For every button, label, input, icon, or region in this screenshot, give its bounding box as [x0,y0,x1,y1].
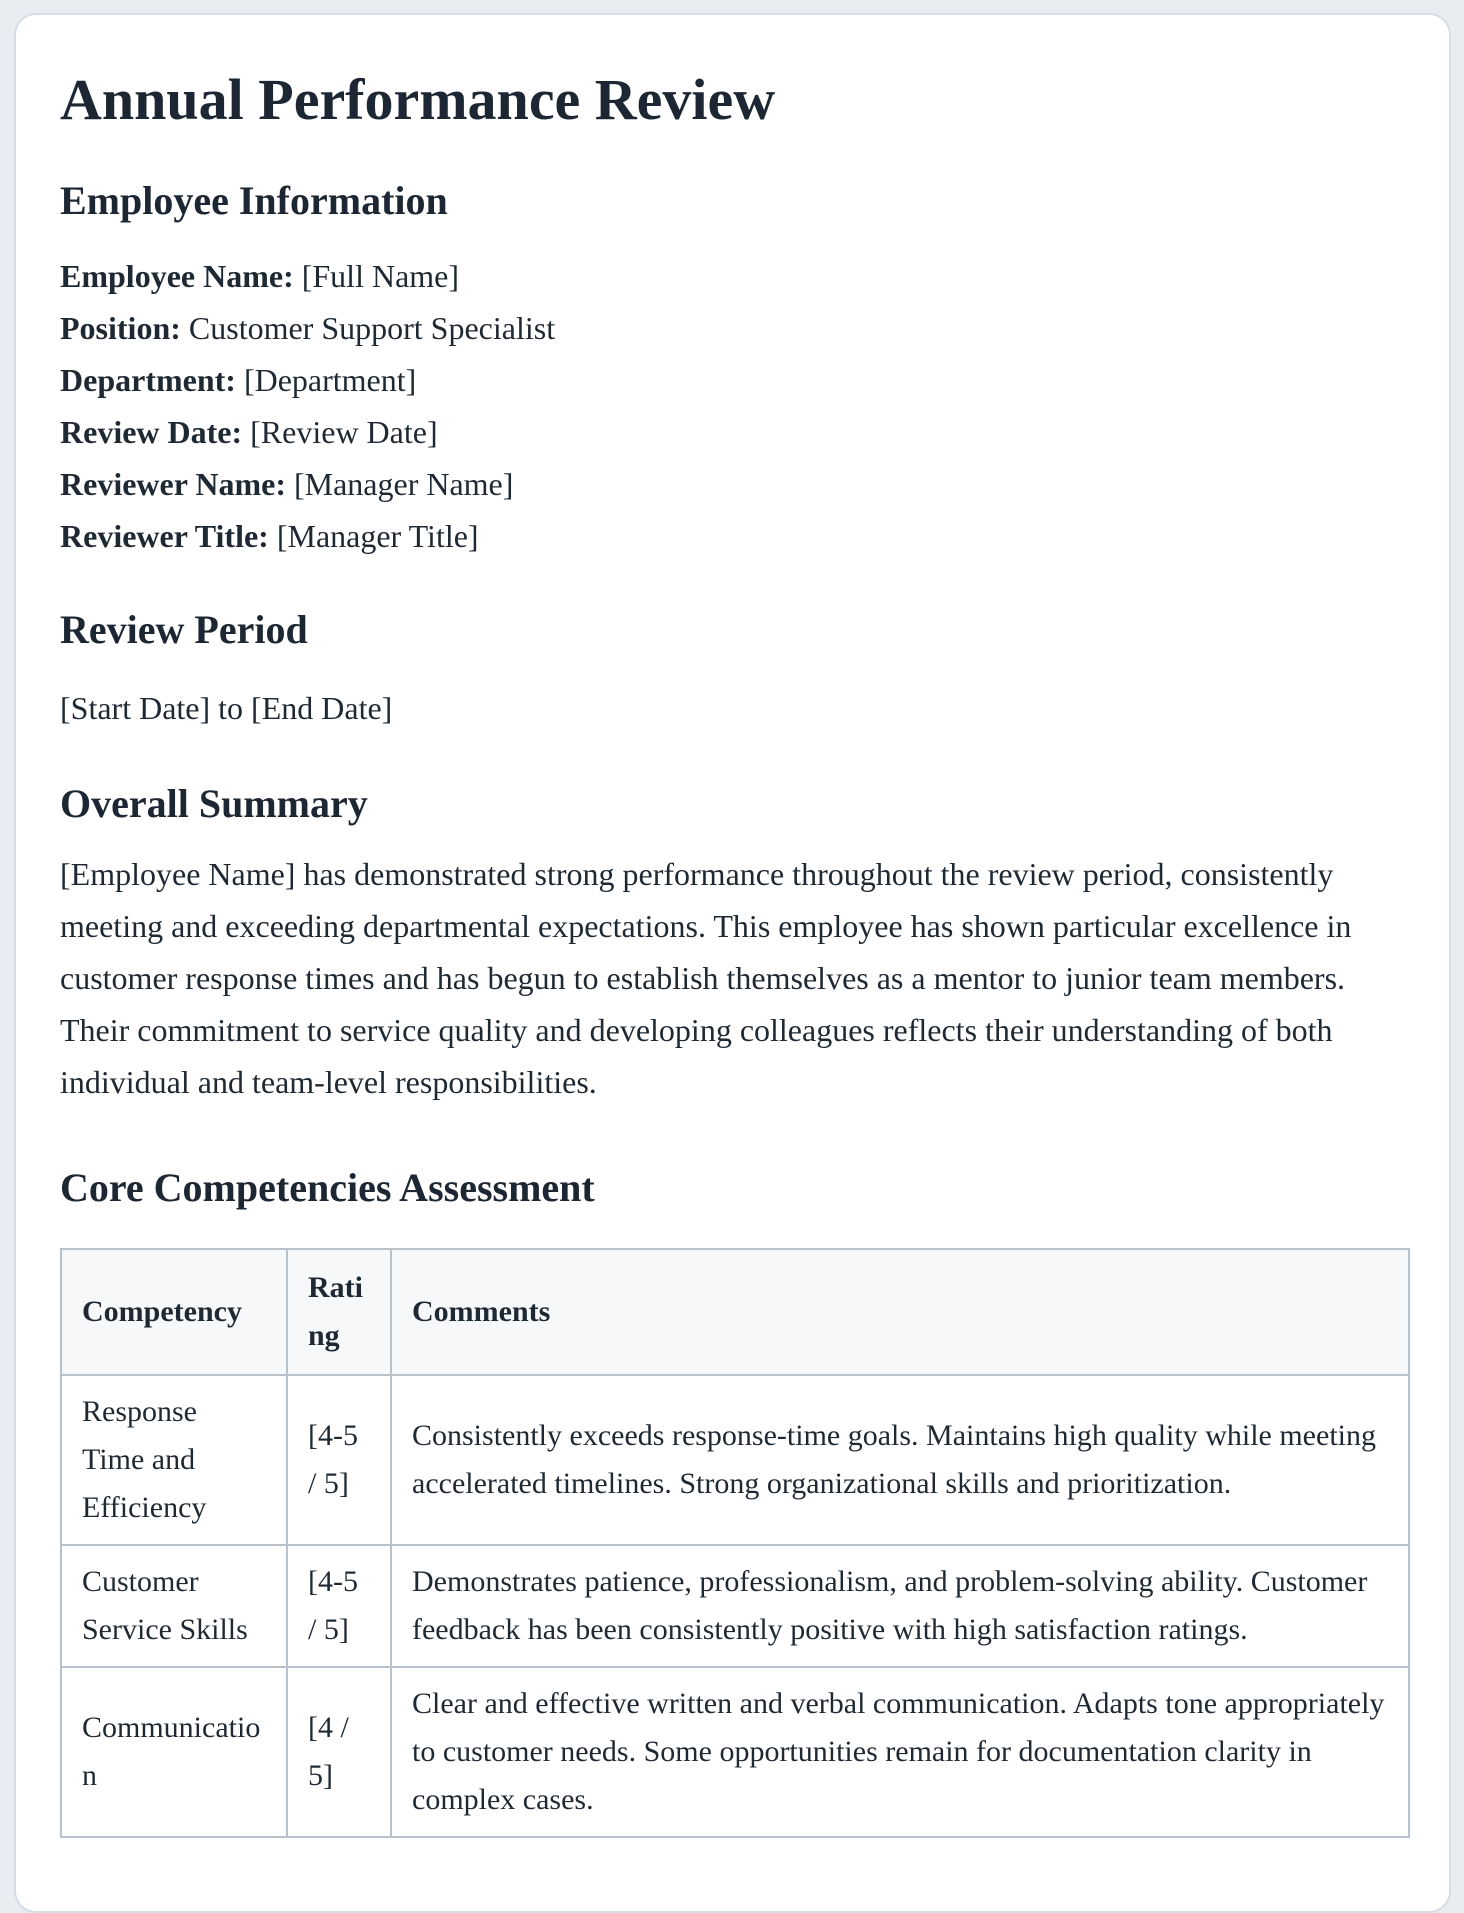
comments-cell: Consistently exceeds response-time goals. Maintains high quality while meeting accelerated timelines. Strong organizational skills and prioritization. [391,1375,1409,1545]
table-row [61,1545,1409,1667]
field-value: [Department] [243,361,417,398]
field-label: Employee Name: [60,257,294,294]
field-value: Customer Support Specialist [188,309,556,346]
page-title: Annual Performance Review [60,67,776,132]
field-value: [Review Date] [250,413,438,450]
field-label: Review Date: [60,413,243,450]
competency-cell: Customer Service Skills [61,1545,287,1667]
table-row [61,1667,1409,1837]
field-label: Reviewer Name: [60,465,286,502]
field-value: [Manager Name] [293,465,514,502]
position-row [60,302,1410,354]
field-label: Reviewer Title: [60,517,269,554]
rating-cell: [4-5 / 5] [287,1375,391,1545]
review-period-text: [Start Date] to [End Date] [60,689,393,726]
employee-name-row [60,250,1410,302]
comments-cell: Demonstrates patience, professionalism, and problem-solving ability. Customer feedback has been consistently positive with high satisfaction ratings. [391,1545,1409,1667]
column-header-rating: Rating [287,1249,391,1375]
review-date-row [60,406,1410,458]
field-value: [Full Name] [301,257,460,294]
field-label: Department: [60,361,236,398]
rating-cell: [4 / 5] [287,1667,391,1837]
reviewer-title-row [60,510,1410,562]
column-header-comments: Comments [391,1249,1409,1375]
overall-summary-text: [Employee Name] has demonstrated strong performance throughout the review period, consistently meeting and exceeding departmental expectations. This employee has shown particular excellence in customer response times and has begun to establish themselves as a mentor to junior team members. Their commitment to service quality and developing colleagues reflects their understanding of both individual and team-level responsibilities. [60,855,1352,1100]
document-content [60,65,1410,1838]
table-row [61,1375,1409,1545]
employee-info-heading: Employee Information [60,177,448,223]
field-label: Position: [60,309,181,346]
employee-info-list [60,250,1410,562]
field-value: [Manager Title] [276,517,479,554]
competencies-table [60,1248,1410,1838]
core-competencies-heading: Core Competencies Assessment [60,1164,595,1210]
column-header-competency: Competency [61,1249,287,1375]
reviewer-name-row [60,458,1410,510]
review-period-heading: Review Period [60,606,308,652]
overall-summary-heading: Overall Summary [60,780,368,826]
competency-cell: Response Time and Efficiency [61,1375,287,1545]
review-card [14,13,1451,1913]
table-header-row [61,1249,1409,1375]
comments-cell: Clear and effective written and verbal communication. Adapts tone appropriately to customer needs. Some opportunities remain for documentation clarity in complex cases. [391,1667,1409,1837]
rating-cell: [4-5 / 5] [287,1545,391,1667]
competency-cell: Communication [61,1667,287,1837]
department-row [60,354,1410,406]
